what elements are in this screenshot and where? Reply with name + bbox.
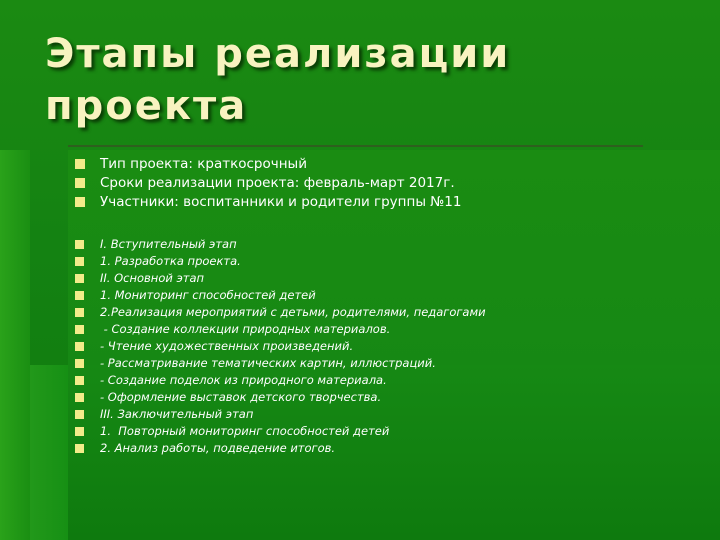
- list-item: [75, 287, 486, 304]
- list-item-text: I. Вступительный этап: [100, 237, 237, 251]
- list-item-text: 1. Разработка проекта.: [100, 254, 241, 268]
- list-item: [75, 440, 486, 457]
- square-bullet-icon: [75, 178, 85, 188]
- title-divider: [68, 145, 643, 147]
- list-item-text: Сроки реализации проекта: февраль-март 2017г.: [100, 175, 455, 191]
- list-item: [75, 389, 486, 406]
- background-panel: [0, 150, 30, 540]
- list-item-text: - Рассматривание тематических картин, иллюстраций.: [100, 356, 436, 370]
- list-item: [75, 355, 486, 372]
- square-bullet-icon: [75, 291, 84, 300]
- square-bullet-icon: [75, 159, 85, 169]
- list-item: [75, 236, 486, 253]
- list-item: [75, 372, 486, 389]
- list-item-text: 2. Анализ работы, подведение итогов.: [100, 441, 336, 455]
- square-bullet-icon: [75, 359, 84, 368]
- list-item-text: Тип проекта: краткосрочный: [100, 156, 307, 172]
- square-bullet-icon: [75, 444, 84, 453]
- list-item-text: 1. Мониторинг способностей детей: [100, 288, 316, 302]
- square-bullet-icon: [75, 197, 85, 207]
- list-item: [75, 338, 486, 355]
- project-stages-list: [75, 236, 486, 457]
- list-item: [75, 174, 462, 193]
- list-item-text: - Создание коллекции природных материалов.: [100, 322, 391, 336]
- square-bullet-icon: [75, 342, 84, 351]
- square-bullet-icon: [75, 427, 84, 436]
- square-bullet-icon: [75, 274, 84, 283]
- list-item-text: - Чтение художественных произведений.: [100, 339, 354, 353]
- list-item-text: Участники: воспитанники и родители группы №11: [100, 194, 462, 210]
- square-bullet-icon: [75, 393, 84, 402]
- list-item: [75, 155, 462, 174]
- slide-title: [45, 28, 685, 132]
- list-item: [75, 253, 486, 270]
- background-panel: [30, 365, 68, 540]
- square-bullet-icon: [75, 308, 84, 317]
- list-item: [75, 321, 486, 338]
- list-item: [75, 406, 486, 423]
- square-bullet-icon: [75, 376, 84, 385]
- list-item: [75, 304, 486, 321]
- list-item-text: 1. Повторный мониторинг способностей детей: [100, 424, 390, 438]
- list-item-text: II. Основной этап: [100, 271, 205, 285]
- list-item-text: - Оформление выставок детского творчества.: [100, 390, 382, 404]
- square-bullet-icon: [75, 257, 84, 266]
- list-item-text: - Создание поделок из природного материала.: [100, 373, 387, 387]
- list-item: [75, 270, 486, 287]
- list-item: [75, 423, 486, 440]
- project-info-list: [75, 155, 462, 212]
- list-item-text: 2.Реализация мероприятий с детьми, родителями, педагогами: [100, 305, 486, 319]
- list-item-text: III. Заключительный этап: [100, 407, 254, 421]
- list-item: [75, 193, 462, 212]
- slide-title-line: Этапы реализации: [45, 31, 511, 77]
- square-bullet-icon: [75, 240, 84, 249]
- square-bullet-icon: [75, 325, 84, 334]
- square-bullet-icon: [75, 410, 84, 419]
- slide-title-line: проекта: [45, 83, 248, 129]
